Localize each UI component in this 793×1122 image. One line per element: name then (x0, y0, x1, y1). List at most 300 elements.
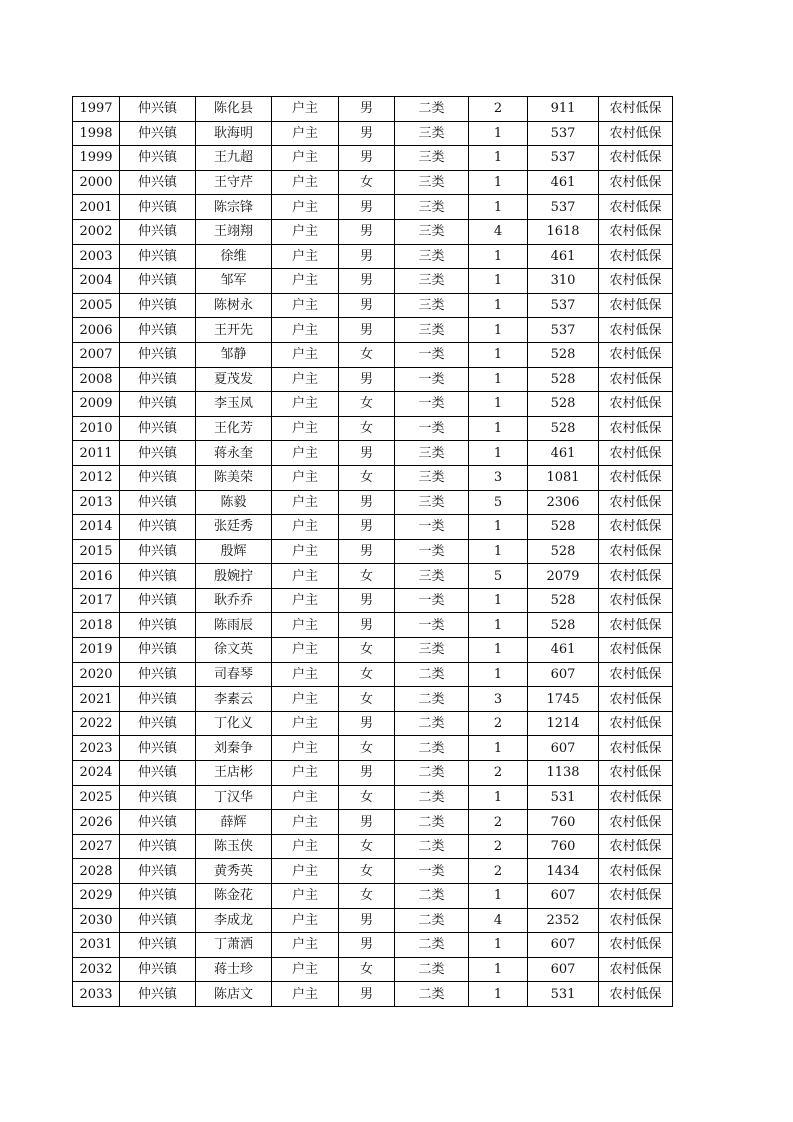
township-cell: 仲兴镇 (120, 490, 196, 515)
category-cell: 一类 (395, 515, 469, 540)
row-number-cell: 1998 (73, 121, 120, 146)
township-cell: 仲兴镇 (120, 884, 196, 909)
household-size-cell: 1 (469, 982, 528, 1007)
relation-cell: 户主 (272, 810, 339, 835)
assistance-type-cell: 农村低保 (599, 982, 673, 1007)
relation-cell: 户主 (272, 121, 339, 146)
household-size-cell: 1 (469, 588, 528, 613)
gender-cell: 女 (339, 638, 395, 663)
row-number-cell: 2018 (73, 613, 120, 638)
relation-cell: 户主 (272, 957, 339, 982)
category-cell: 三类 (395, 195, 469, 220)
name-cell: 邹军 (196, 269, 272, 294)
assistance-type-cell: 农村低保 (599, 736, 673, 761)
household-size-cell: 1 (469, 244, 528, 269)
table-row (73, 490, 673, 515)
gender-cell: 男 (339, 711, 395, 736)
name-cell: 丁汉华 (196, 785, 272, 810)
relation-cell: 户主 (272, 441, 339, 466)
township-cell: 仲兴镇 (120, 146, 196, 171)
amount-cell: 461 (528, 441, 599, 466)
relation-cell: 户主 (272, 933, 339, 958)
gender-cell: 男 (339, 244, 395, 269)
row-number-cell: 2001 (73, 195, 120, 220)
household-size-cell: 1 (469, 416, 528, 441)
assistance-type-cell: 农村低保 (599, 662, 673, 687)
name-cell: 薛辉 (196, 810, 272, 835)
name-cell: 陈美荣 (196, 465, 272, 490)
assistance-type-cell: 农村低保 (599, 195, 673, 220)
household-size-cell: 5 (469, 564, 528, 589)
name-cell: 陈树永 (196, 293, 272, 318)
row-number-cell: 2031 (73, 933, 120, 958)
relation-cell: 户主 (272, 367, 339, 392)
township-cell: 仲兴镇 (120, 342, 196, 367)
township-cell: 仲兴镇 (120, 908, 196, 933)
row-number-cell: 2019 (73, 638, 120, 663)
name-cell: 李素云 (196, 687, 272, 712)
amount-cell: 911 (528, 97, 599, 122)
name-cell: 刘秦争 (196, 736, 272, 761)
relation-cell: 户主 (272, 465, 339, 490)
row-number-cell: 2004 (73, 269, 120, 294)
name-cell: 蒋永奎 (196, 441, 272, 466)
table-row (73, 244, 673, 269)
assistance-type-cell: 农村低保 (599, 269, 673, 294)
row-number-cell: 2030 (73, 908, 120, 933)
household-size-cell: 1 (469, 121, 528, 146)
assistance-type-cell: 农村低保 (599, 146, 673, 171)
household-size-cell: 1 (469, 539, 528, 564)
amount-cell: 607 (528, 662, 599, 687)
category-cell: 二类 (395, 785, 469, 810)
assistance-type-cell: 农村低保 (599, 170, 673, 195)
row-number-cell: 2002 (73, 219, 120, 244)
assistance-type-cell: 农村低保 (599, 834, 673, 859)
township-cell: 仲兴镇 (120, 662, 196, 687)
gender-cell: 女 (339, 736, 395, 761)
household-size-cell: 2 (469, 711, 528, 736)
assistance-type-cell: 农村低保 (599, 219, 673, 244)
row-number-cell: 2017 (73, 588, 120, 613)
name-cell: 邹静 (196, 342, 272, 367)
assistance-type-cell: 农村低保 (599, 638, 673, 663)
assistance-type-cell: 农村低保 (599, 416, 673, 441)
name-cell: 张廷秀 (196, 515, 272, 540)
relation-cell: 户主 (272, 342, 339, 367)
amount-cell: 2079 (528, 564, 599, 589)
assistance-type-cell: 农村低保 (599, 859, 673, 884)
relation-cell: 户主 (272, 416, 339, 441)
gender-cell: 男 (339, 490, 395, 515)
name-cell: 耿海明 (196, 121, 272, 146)
table-row (73, 539, 673, 564)
gender-cell: 男 (339, 195, 395, 220)
row-number-cell: 2014 (73, 515, 120, 540)
table-row (73, 515, 673, 540)
assistance-type-cell: 农村低保 (599, 490, 673, 515)
table-row (73, 908, 673, 933)
category-cell: 三类 (395, 490, 469, 515)
household-size-cell: 1 (469, 170, 528, 195)
category-cell: 二类 (395, 982, 469, 1007)
row-number-cell: 2006 (73, 318, 120, 343)
gender-cell: 女 (339, 465, 395, 490)
relation-cell: 户主 (272, 564, 339, 589)
category-cell: 二类 (395, 662, 469, 687)
category-cell: 三类 (395, 244, 469, 269)
assistance-type-cell: 农村低保 (599, 97, 673, 122)
relation-cell: 户主 (272, 195, 339, 220)
gender-cell: 男 (339, 810, 395, 835)
household-size-cell: 3 (469, 465, 528, 490)
table-row (73, 884, 673, 909)
assistance-type-cell: 农村低保 (599, 810, 673, 835)
category-cell: 二类 (395, 736, 469, 761)
household-size-cell: 1 (469, 662, 528, 687)
table-row (73, 97, 673, 122)
assistance-type-cell: 农村低保 (599, 367, 673, 392)
row-number-cell: 2012 (73, 465, 120, 490)
table-row (73, 761, 673, 786)
name-cell: 蒋士珍 (196, 957, 272, 982)
township-cell: 仲兴镇 (120, 588, 196, 613)
household-size-cell: 1 (469, 638, 528, 663)
assistance-type-cell: 农村低保 (599, 884, 673, 909)
name-cell: 陈化县 (196, 97, 272, 122)
assistance-type-cell: 农村低保 (599, 539, 673, 564)
category-cell: 三类 (395, 293, 469, 318)
gender-cell: 男 (339, 367, 395, 392)
relation-cell: 户主 (272, 662, 339, 687)
amount-cell: 461 (528, 170, 599, 195)
table-row (73, 219, 673, 244)
category-cell: 一类 (395, 613, 469, 638)
household-size-cell: 1 (469, 367, 528, 392)
township-cell: 仲兴镇 (120, 465, 196, 490)
township-cell: 仲兴镇 (120, 785, 196, 810)
assistance-type-cell: 农村低保 (599, 711, 673, 736)
row-number-cell: 2027 (73, 834, 120, 859)
category-cell: 二类 (395, 711, 469, 736)
name-cell: 王九超 (196, 146, 272, 171)
amount-cell: 461 (528, 638, 599, 663)
relation-cell: 户主 (272, 97, 339, 122)
household-size-cell: 4 (469, 908, 528, 933)
amount-cell: 531 (528, 982, 599, 1007)
amount-cell: 537 (528, 318, 599, 343)
gender-cell: 女 (339, 687, 395, 712)
table-row (73, 170, 673, 195)
township-cell: 仲兴镇 (120, 515, 196, 540)
household-size-cell: 1 (469, 293, 528, 318)
household-size-cell: 3 (469, 687, 528, 712)
table-row (73, 785, 673, 810)
relation-cell: 户主 (272, 392, 339, 417)
household-size-cell: 2 (469, 834, 528, 859)
category-cell: 二类 (395, 97, 469, 122)
gender-cell: 女 (339, 662, 395, 687)
amount-cell: 1214 (528, 711, 599, 736)
township-cell: 仲兴镇 (120, 711, 196, 736)
gender-cell: 女 (339, 564, 395, 589)
row-number-cell: 2008 (73, 367, 120, 392)
amount-cell: 528 (528, 539, 599, 564)
assistance-type-cell: 农村低保 (599, 121, 673, 146)
amount-cell: 760 (528, 810, 599, 835)
row-number-cell: 2007 (73, 342, 120, 367)
amount-cell: 528 (528, 515, 599, 540)
township-cell: 仲兴镇 (120, 244, 196, 269)
gender-cell: 男 (339, 515, 395, 540)
relation-cell: 户主 (272, 711, 339, 736)
household-size-cell: 1 (469, 884, 528, 909)
assistance-type-cell: 农村低保 (599, 342, 673, 367)
category-cell: 一类 (395, 367, 469, 392)
household-size-cell: 1 (469, 392, 528, 417)
table-row (73, 933, 673, 958)
name-cell: 李玉凤 (196, 392, 272, 417)
relation-cell: 户主 (272, 613, 339, 638)
name-cell: 丁萧洒 (196, 933, 272, 958)
gender-cell: 女 (339, 416, 395, 441)
row-number-cell: 1999 (73, 146, 120, 171)
household-size-cell: 5 (469, 490, 528, 515)
name-cell: 黄秀英 (196, 859, 272, 884)
name-cell: 王翊翔 (196, 219, 272, 244)
row-number-cell: 2022 (73, 711, 120, 736)
table-row (73, 367, 673, 392)
household-size-cell: 1 (469, 269, 528, 294)
amount-cell: 2352 (528, 908, 599, 933)
gender-cell: 男 (339, 121, 395, 146)
category-cell: 二类 (395, 908, 469, 933)
table-row (73, 662, 673, 687)
assistance-type-cell: 农村低保 (599, 761, 673, 786)
assistance-type-cell: 农村低保 (599, 392, 673, 417)
household-size-cell: 1 (469, 146, 528, 171)
table-row (73, 859, 673, 884)
township-cell: 仲兴镇 (120, 859, 196, 884)
household-size-cell: 2 (469, 859, 528, 884)
category-cell: 一类 (395, 392, 469, 417)
amount-cell: 537 (528, 121, 599, 146)
table-row (73, 834, 673, 859)
township-cell: 仲兴镇 (120, 170, 196, 195)
assistance-type-cell: 农村低保 (599, 515, 673, 540)
name-cell: 陈雨辰 (196, 613, 272, 638)
table-row (73, 613, 673, 638)
row-number-cell: 2026 (73, 810, 120, 835)
gender-cell: 男 (339, 982, 395, 1007)
row-number-cell: 2020 (73, 662, 120, 687)
household-size-cell: 2 (469, 97, 528, 122)
name-cell: 陈宗锋 (196, 195, 272, 220)
table-row (73, 195, 673, 220)
name-cell: 徐维 (196, 244, 272, 269)
name-cell: 李成龙 (196, 908, 272, 933)
assistance-type-cell: 农村低保 (599, 318, 673, 343)
category-cell: 三类 (395, 465, 469, 490)
row-number-cell: 2024 (73, 761, 120, 786)
township-cell: 仲兴镇 (120, 564, 196, 589)
name-cell: 陈店文 (196, 982, 272, 1007)
household-size-cell: 1 (469, 933, 528, 958)
household-size-cell: 1 (469, 613, 528, 638)
name-cell: 耿乔乔 (196, 588, 272, 613)
amount-cell: 528 (528, 416, 599, 441)
table-row (73, 441, 673, 466)
township-cell: 仲兴镇 (120, 121, 196, 146)
gender-cell: 女 (339, 859, 395, 884)
relation-cell: 户主 (272, 490, 339, 515)
gender-cell: 男 (339, 933, 395, 958)
table-row (73, 957, 673, 982)
amount-cell: 1434 (528, 859, 599, 884)
amount-cell: 528 (528, 613, 599, 638)
gender-cell: 男 (339, 613, 395, 638)
relation-cell: 户主 (272, 146, 339, 171)
amount-cell: 537 (528, 195, 599, 220)
roster-body (73, 97, 673, 1007)
assistance-type-cell: 农村低保 (599, 957, 673, 982)
amount-cell: 760 (528, 834, 599, 859)
household-size-cell: 1 (469, 515, 528, 540)
name-cell: 丁化义 (196, 711, 272, 736)
table-row (73, 564, 673, 589)
category-cell: 二类 (395, 834, 469, 859)
household-size-cell: 2 (469, 810, 528, 835)
amount-cell: 1745 (528, 687, 599, 712)
row-number-cell: 2009 (73, 392, 120, 417)
household-size-cell: 1 (469, 957, 528, 982)
township-cell: 仲兴镇 (120, 810, 196, 835)
category-cell: 三类 (395, 441, 469, 466)
township-cell: 仲兴镇 (120, 293, 196, 318)
assistance-type-cell: 农村低保 (599, 564, 673, 589)
category-cell: 二类 (395, 957, 469, 982)
relation-cell: 户主 (272, 982, 339, 1007)
category-cell: 三类 (395, 219, 469, 244)
household-size-cell: 1 (469, 785, 528, 810)
amount-cell: 607 (528, 933, 599, 958)
amount-cell: 461 (528, 244, 599, 269)
amount-cell: 537 (528, 146, 599, 171)
name-cell: 殷辉 (196, 539, 272, 564)
category-cell: 三类 (395, 121, 469, 146)
name-cell: 王守芹 (196, 170, 272, 195)
township-cell: 仲兴镇 (120, 834, 196, 859)
assistance-type-cell: 农村低保 (599, 613, 673, 638)
relation-cell: 户主 (272, 588, 339, 613)
gender-cell: 男 (339, 269, 395, 294)
assistance-type-cell: 农村低保 (599, 244, 673, 269)
row-number-cell: 2028 (73, 859, 120, 884)
category-cell: 三类 (395, 146, 469, 171)
township-cell: 仲兴镇 (120, 687, 196, 712)
row-number-cell: 2023 (73, 736, 120, 761)
table-row (73, 638, 673, 663)
gender-cell: 男 (339, 539, 395, 564)
township-cell: 仲兴镇 (120, 195, 196, 220)
gender-cell: 男 (339, 761, 395, 786)
township-cell: 仲兴镇 (120, 219, 196, 244)
gender-cell: 男 (339, 293, 395, 318)
amount-cell: 528 (528, 367, 599, 392)
relation-cell: 户主 (272, 761, 339, 786)
name-cell: 王开先 (196, 318, 272, 343)
table-row (73, 342, 673, 367)
table-row (73, 293, 673, 318)
township-cell: 仲兴镇 (120, 269, 196, 294)
assistance-type-cell: 农村低保 (599, 441, 673, 466)
gender-cell: 男 (339, 219, 395, 244)
township-cell: 仲兴镇 (120, 736, 196, 761)
table-row (73, 736, 673, 761)
gender-cell: 女 (339, 884, 395, 909)
amount-cell: 607 (528, 884, 599, 909)
table-row (73, 711, 673, 736)
name-cell: 陈玉侠 (196, 834, 272, 859)
township-cell: 仲兴镇 (120, 613, 196, 638)
assistance-type-cell: 农村低保 (599, 588, 673, 613)
relation-cell: 户主 (272, 638, 339, 663)
category-cell: 三类 (395, 638, 469, 663)
amount-cell: 1081 (528, 465, 599, 490)
name-cell: 司春琴 (196, 662, 272, 687)
table-row (73, 269, 673, 294)
gender-cell: 男 (339, 908, 395, 933)
gender-cell: 女 (339, 392, 395, 417)
township-cell: 仲兴镇 (120, 638, 196, 663)
township-cell: 仲兴镇 (120, 97, 196, 122)
row-number-cell: 2033 (73, 982, 120, 1007)
gender-cell: 女 (339, 834, 395, 859)
relation-cell: 户主 (272, 908, 339, 933)
relation-cell: 户主 (272, 785, 339, 810)
assistance-type-cell: 农村低保 (599, 785, 673, 810)
relation-cell: 户主 (272, 269, 339, 294)
relation-cell: 户主 (272, 318, 339, 343)
relation-cell: 户主 (272, 736, 339, 761)
township-cell: 仲兴镇 (120, 441, 196, 466)
category-cell: 二类 (395, 761, 469, 786)
amount-cell: 1618 (528, 219, 599, 244)
assistance-type-cell: 农村低保 (599, 293, 673, 318)
category-cell: 三类 (395, 170, 469, 195)
assistance-type-cell: 农村低保 (599, 908, 673, 933)
table-row (73, 588, 673, 613)
household-size-cell: 2 (469, 761, 528, 786)
relation-cell: 户主 (272, 859, 339, 884)
gender-cell: 女 (339, 170, 395, 195)
name-cell: 陈金花 (196, 884, 272, 909)
table-row (73, 810, 673, 835)
relation-cell: 户主 (272, 244, 339, 269)
amount-cell: 528 (528, 588, 599, 613)
row-number-cell: 2011 (73, 441, 120, 466)
row-number-cell: 2000 (73, 170, 120, 195)
category-cell: 二类 (395, 933, 469, 958)
category-cell: 三类 (395, 318, 469, 343)
table-row (73, 416, 673, 441)
amount-cell: 537 (528, 293, 599, 318)
row-number-cell: 2021 (73, 687, 120, 712)
township-cell: 仲兴镇 (120, 539, 196, 564)
household-size-cell: 1 (469, 736, 528, 761)
table-row (73, 687, 673, 712)
category-cell: 一类 (395, 342, 469, 367)
